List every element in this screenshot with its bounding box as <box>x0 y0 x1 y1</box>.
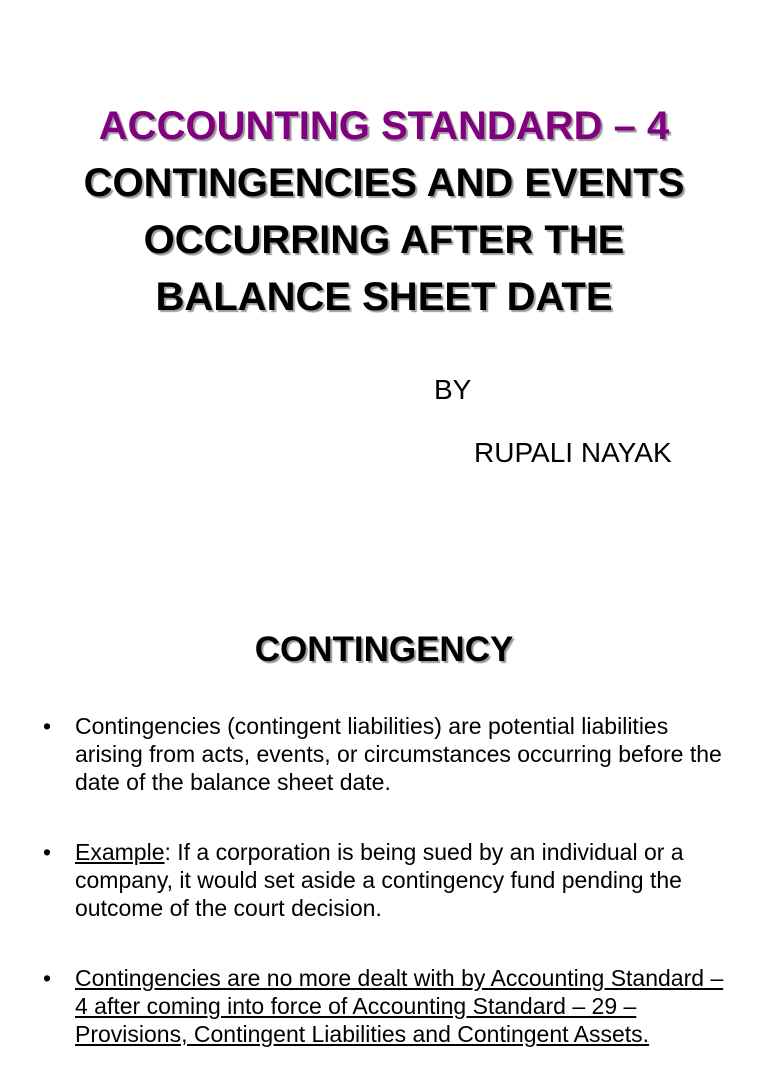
topic-title-line-2: OCCURRING AFTER THE <box>143 218 625 262</box>
example-label: Example <box>75 839 165 865</box>
bullet-text: : If a corporation is being sued by an individual or a company, it would set aside a contingency fund pending the outcome of the court decision. <box>75 839 684 921</box>
bullet-list <box>0 712 768 1090</box>
slide-title <box>0 98 768 326</box>
bullet-icon: • <box>43 713 52 739</box>
author-name: RUPALI NAYAK <box>474 437 672 468</box>
list-item <box>0 964 768 1048</box>
bullet-text: Contingencies are no more dealt with by Accounting Standard – 4 after coming into force of Accounting Standard – 29 – Provisions, Contingent Liabilities and Contingent Assets. <box>75 965 724 1047</box>
list-item <box>0 838 768 922</box>
bullet-icon: • <box>43 839 52 865</box>
list-item <box>0 712 768 796</box>
bullet-text: Contingencies (contingent liabilities) are potential liabilities arising from acts, events, or circumstances occurring before the date of the balance sheet date. <box>75 713 722 795</box>
title-slide <box>0 0 768 512</box>
standard-title: ACCOUNTING STANDARD – 4 <box>98 104 670 148</box>
topic-title-line-1: CONTINGENCIES AND EVENTS <box>83 161 685 205</box>
section-heading: CONTINGENCY <box>254 630 514 669</box>
by-label: BY <box>434 374 472 405</box>
bullet-icon: • <box>43 965 52 991</box>
contingency-slide <box>0 512 768 1047</box>
topic-title-line-3: BALANCE SHEET DATE <box>155 275 613 319</box>
